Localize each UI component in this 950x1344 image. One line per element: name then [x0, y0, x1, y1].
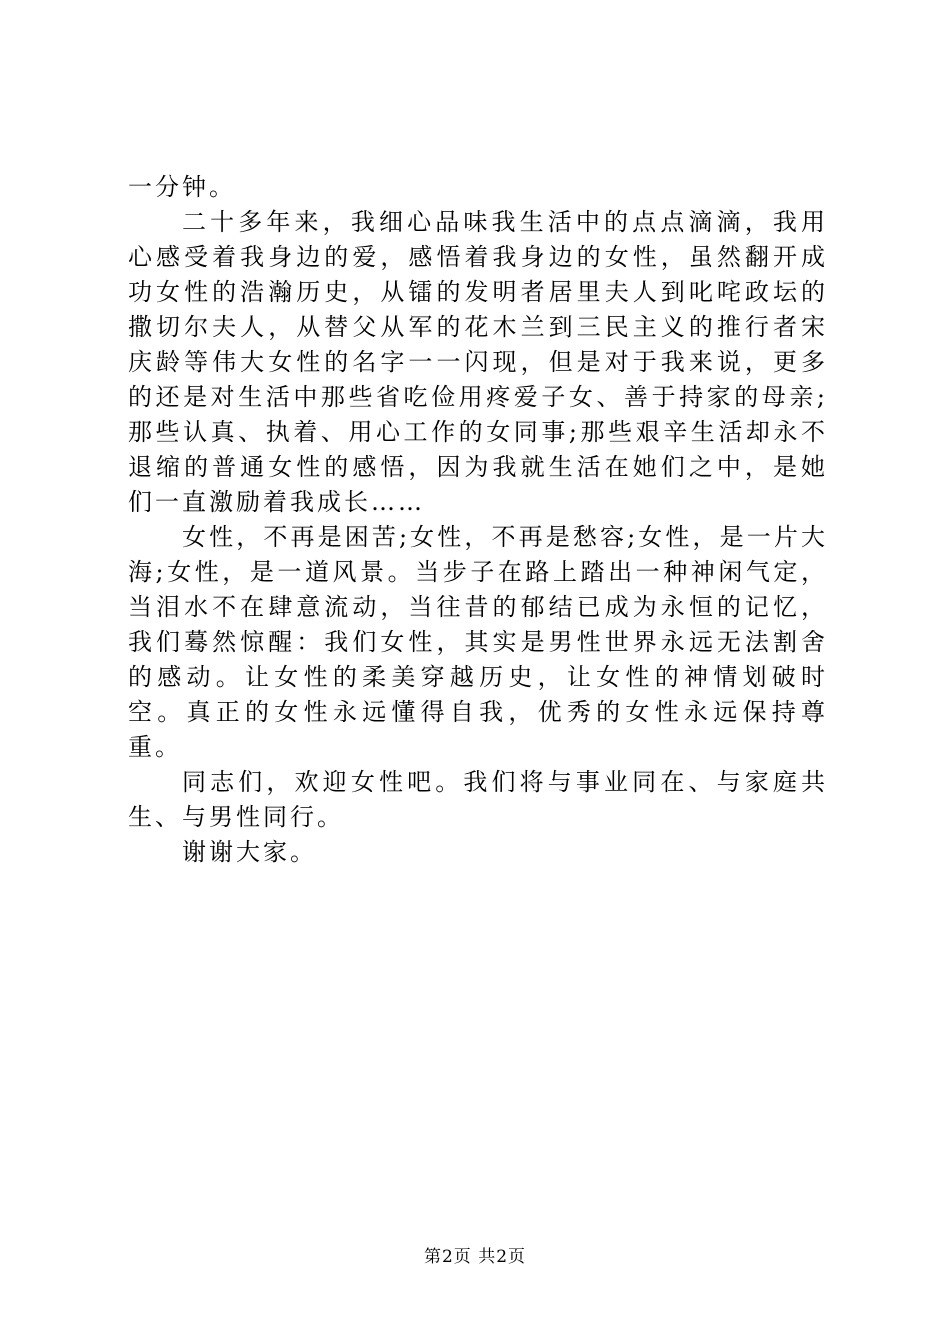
page-number-footer: 第2页 共2页 [423, 1247, 527, 1267]
paragraph-continuation: 一分钟。 [128, 173, 236, 201]
paragraph-reflection: 二十多年来，我细心品味我生活中的点点滴滴，我用心感受着我身边的爱，感悟着我身边的女性，虽然翻开成功女性的浩瀚历史，从镭的发明者居里夫人到叱咤政坛的撒切尔夫人，从替父从军的花木兰到三民主义的推行者宋庆龄等伟大女性的名字一一闪现，但是对于我来说，更多的还是对生活中那些省吃俭用疼爱子女、善于持家的母亲;那些认真、执着、用心工作的女同事;那些艰辛生活却永不退缩的普通女性的感悟，因为我就生活在她们之中，是她们一直激励着我成长…… [128, 208, 828, 516]
paragraph-women: 女性，不再是困苦;女性，不再是愁容;女性，是一片大海;女性，是一道风景。当步子在路上踏出一种神闲气定，当泪水不在肆意流动，当往昔的郁结已成为永恒的记忆，我们蓦然惊醒：我们女性，其实是男性世界永远无法割舍的感动。让女性的柔美穿越历史，让女性的神情划破时空。真正的女性永远懂得自我，优秀的女性永远保持尊重。 [128, 523, 828, 761]
paragraph-thanks: 谢谢大家。 [182, 838, 317, 866]
document-body [128, 170, 828, 870]
paragraph-welcome: 同志们，欢迎女性吧。我们将与事业同在、与家庭共生、与男性同行。 [128, 768, 828, 831]
